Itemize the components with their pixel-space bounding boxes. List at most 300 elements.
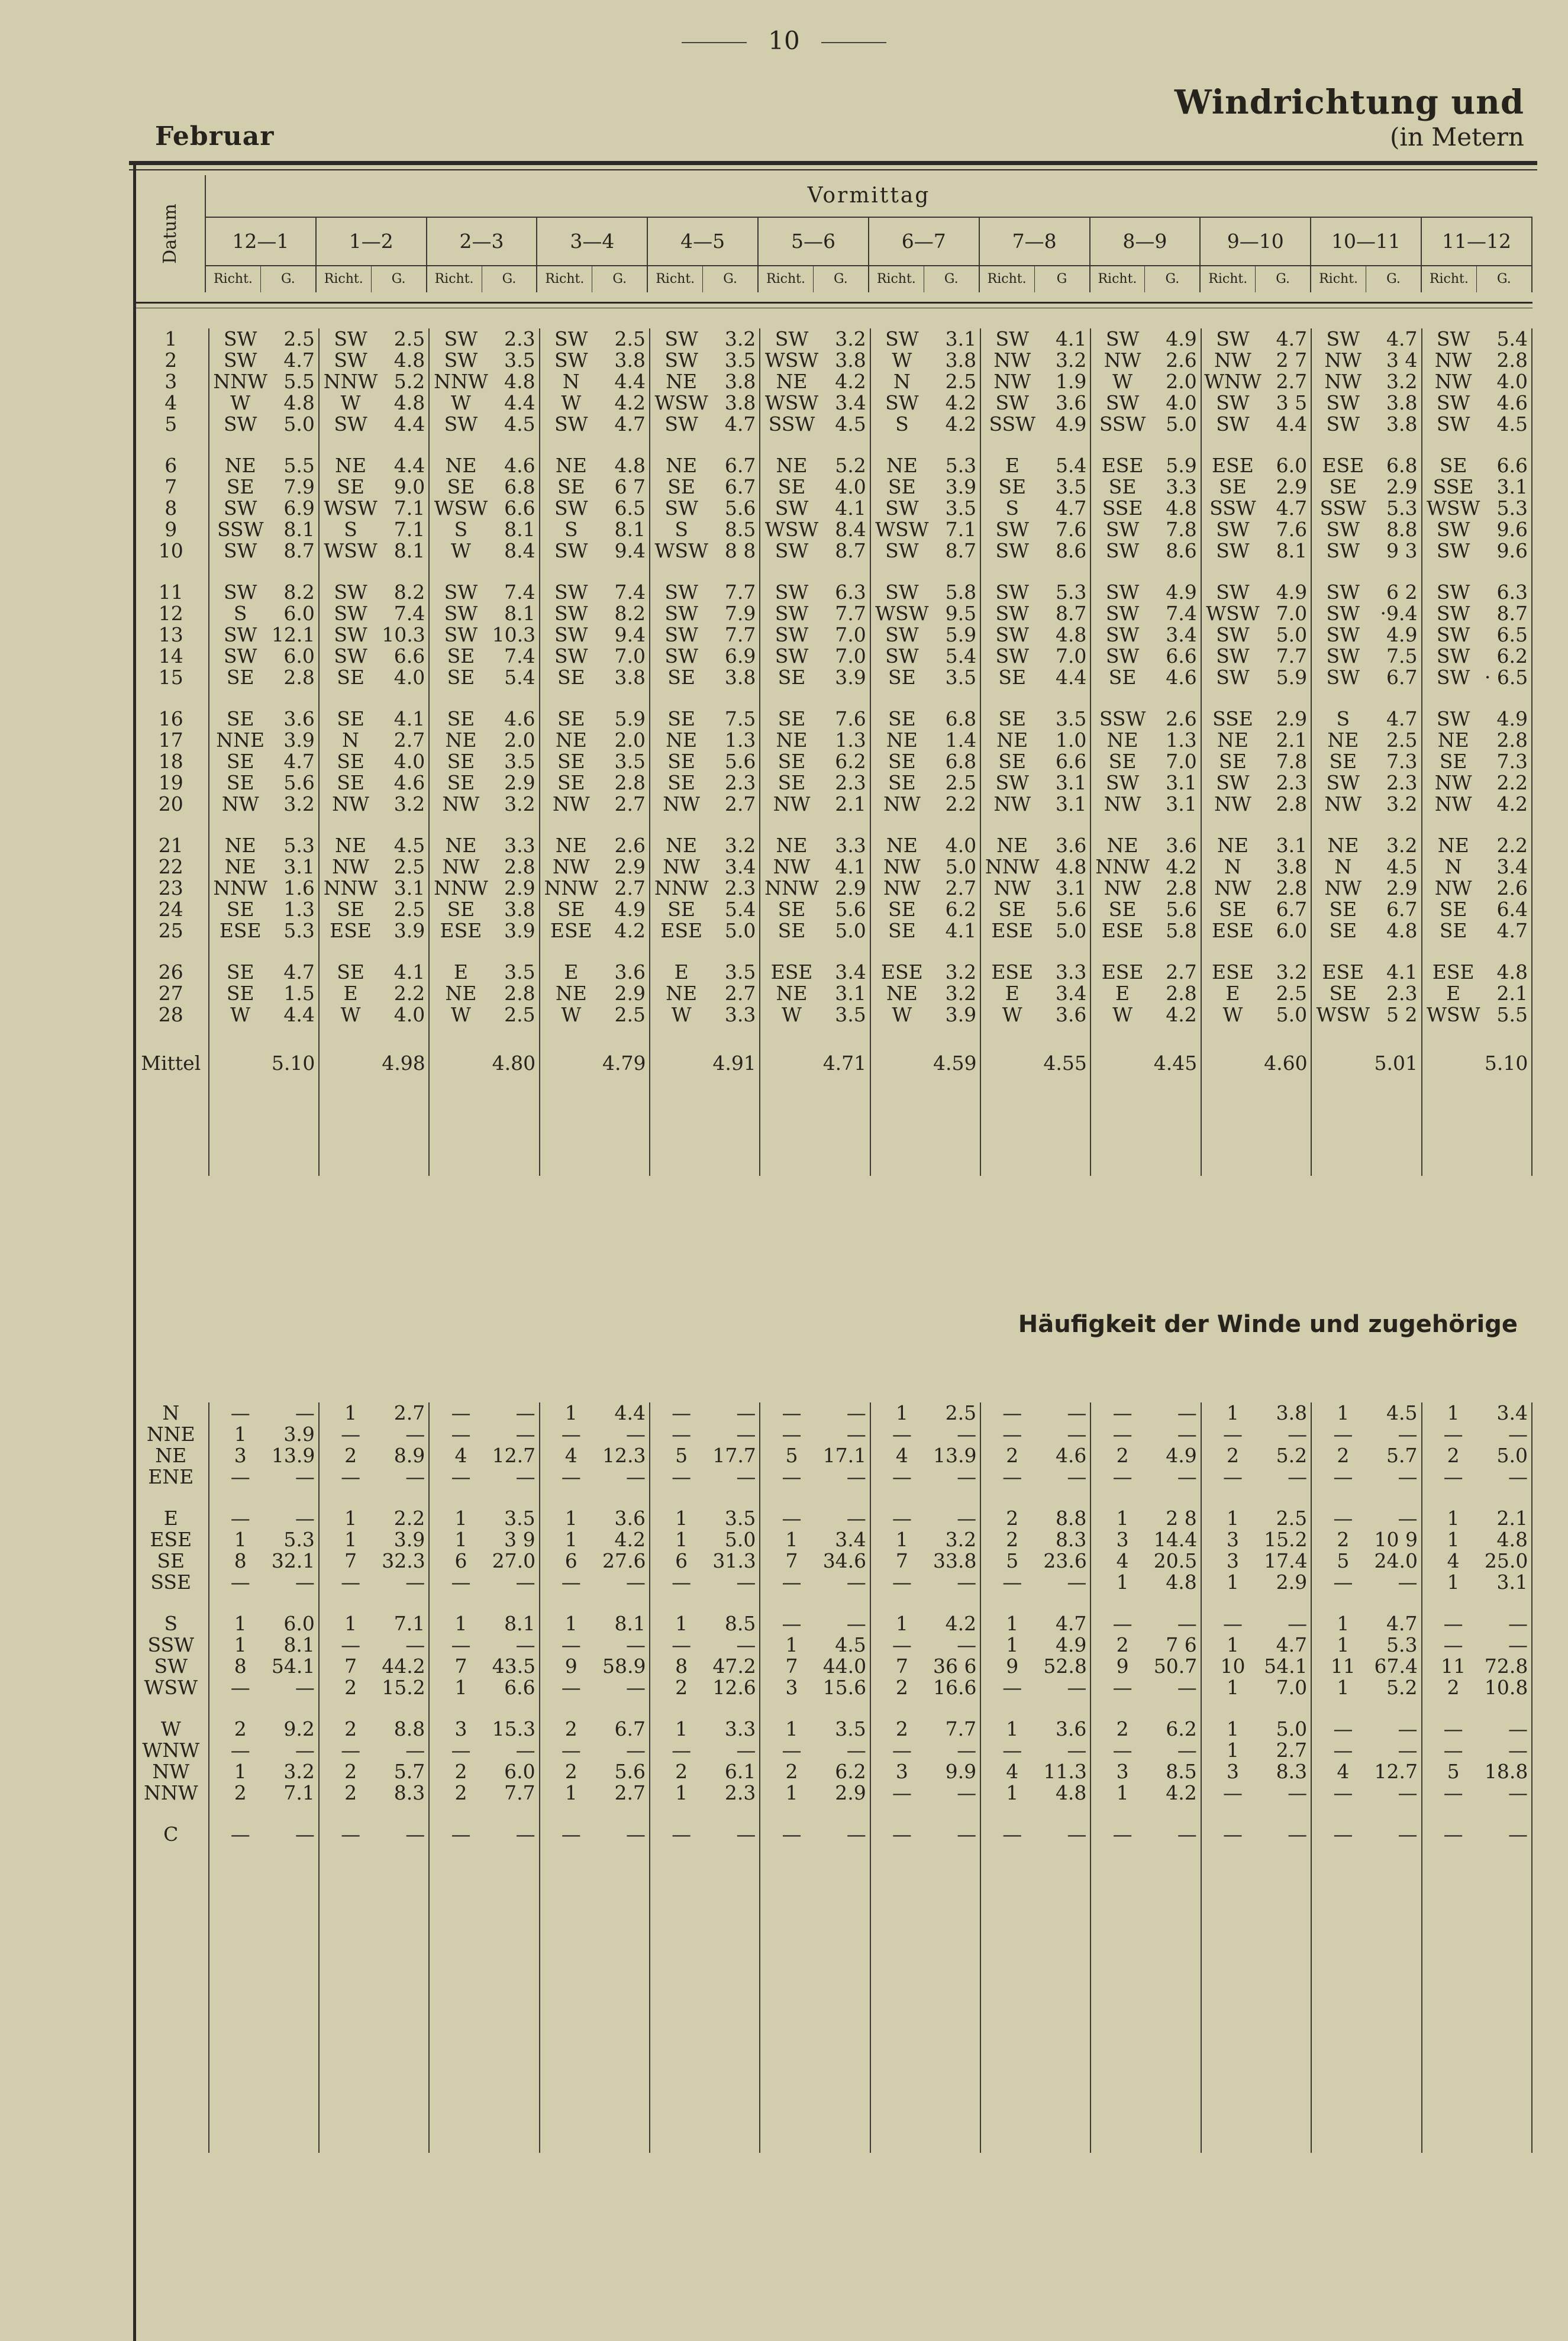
- direction-cell: NE: [335, 835, 367, 856]
- direction-cell: SW: [223, 414, 257, 435]
- sum-cell: —: [1485, 1613, 1532, 1634]
- count-cell: 4: [564, 1445, 577, 1466]
- sum-cell: 32.3: [382, 1550, 429, 1572]
- sum-cell: —: [1374, 1824, 1421, 1845]
- sum-cell: —: [602, 1677, 650, 1698]
- count-cell: 11: [1441, 1656, 1466, 1677]
- direction-cell: SE: [557, 899, 585, 920]
- sum-cell: 2.3: [712, 1782, 760, 1804]
- direction-cell: NNW: [985, 856, 1040, 878]
- count-cell: —: [672, 1424, 692, 1445]
- speed-cell: 5.4: [1043, 455, 1090, 476]
- speed-cell: 7.4: [492, 646, 540, 667]
- direction-cell: SSW: [1319, 498, 1367, 519]
- speed-cell: 8.7: [933, 540, 980, 562]
- speed-cell: 5.2: [382, 371, 429, 392]
- speed-cell: 3.9: [823, 667, 870, 688]
- speed-cell: 5.8: [933, 582, 980, 603]
- table-row: [136, 983, 1532, 1004]
- direction-cell: SE: [1219, 899, 1247, 920]
- sum-cell: 14.4: [1154, 1529, 1201, 1550]
- count-cell: 8: [234, 1656, 247, 1677]
- subheader-row: [136, 266, 1532, 292]
- direction-cell: W: [230, 392, 251, 414]
- count-cell: —: [230, 1824, 250, 1845]
- sum-cell: —: [712, 1466, 760, 1488]
- direction-cell: SW: [1105, 392, 1140, 414]
- sum-cell: 54.1: [1264, 1656, 1311, 1677]
- count-cell: 4: [454, 1445, 467, 1466]
- count-cell: 1: [675, 1782, 688, 1804]
- speed-cell: 8.7: [272, 540, 319, 562]
- count-cell: 1: [675, 1529, 688, 1550]
- direction-cell: NW: [1214, 794, 1251, 815]
- direction-cell: ESE: [1212, 962, 1254, 983]
- count-cell: 1: [564, 1402, 577, 1424]
- direction-cell: NE: [224, 835, 256, 856]
- wind-direction-label: ENE: [136, 1466, 209, 1488]
- speed-cell: 2.8: [272, 667, 319, 688]
- direction-cell: SE: [557, 772, 585, 794]
- direction-cell: SSW: [1099, 414, 1146, 435]
- sum-cell: 33.8: [933, 1550, 980, 1572]
- count-cell: —: [1112, 1824, 1133, 1845]
- g-subheader: G.: [924, 266, 979, 292]
- sum-cell: —: [1043, 1740, 1090, 1761]
- direction-cell: SW: [223, 582, 257, 603]
- direction-cell: SW: [223, 498, 257, 519]
- group-spacer: [136, 1488, 1532, 1508]
- speed-cell: 8.1: [272, 519, 319, 540]
- speed-cell: 7.9: [712, 603, 760, 624]
- sum-cell: 2.9: [823, 1782, 870, 1804]
- day-cell: 5: [136, 414, 209, 435]
- sum-cell: —: [1154, 1466, 1201, 1488]
- count-cell: 2: [344, 1445, 357, 1466]
- speed-cell: 3.2: [1043, 350, 1090, 371]
- wind-direction-label: SE: [136, 1550, 209, 1572]
- sum-cell: 2 8: [1154, 1508, 1201, 1529]
- sum-cell: —: [272, 1572, 319, 1593]
- speed-cell: 5.2: [823, 455, 870, 476]
- speed-cell: 10.3: [492, 624, 540, 646]
- direction-cell: SW: [1326, 624, 1360, 646]
- direction-cell: SE: [1329, 476, 1357, 498]
- richt-subheader: Richt.: [316, 266, 371, 292]
- count-cell: —: [230, 1572, 250, 1593]
- sum-cell: 67.4: [1374, 1656, 1421, 1677]
- speed-cell: 12.1: [272, 624, 319, 646]
- count-cell: 2: [234, 1718, 247, 1740]
- direction-cell: NW: [1324, 371, 1362, 392]
- direction-cell: SW: [1326, 646, 1360, 667]
- count-cell: —: [1443, 1824, 1463, 1845]
- count-cell: 2: [344, 1677, 357, 1698]
- direction-cell: W: [782, 1004, 802, 1026]
- direction-cell: SE: [998, 667, 1027, 688]
- count-cell: —: [230, 1677, 250, 1698]
- sum-cell: —: [823, 1424, 870, 1445]
- richt-subheader: Richt.: [537, 266, 592, 292]
- sum-cell: —: [1043, 1466, 1090, 1488]
- sum-cell: 8.8: [382, 1718, 429, 1740]
- sum-cell: —: [1043, 1572, 1090, 1593]
- count-cell: —: [892, 1572, 912, 1593]
- count-cell: —: [672, 1740, 692, 1761]
- sum-cell: —: [1374, 1466, 1421, 1488]
- speed-cell: 2.9: [1264, 708, 1311, 730]
- sum-cell: 15.6: [823, 1677, 870, 1698]
- speed-cell: 7.6: [1043, 519, 1090, 540]
- count-cell: 2: [454, 1782, 467, 1804]
- direction-cell: NE: [1327, 730, 1359, 751]
- direction-cell: ESE: [330, 920, 372, 941]
- sum-cell: 2.5: [1264, 1508, 1311, 1529]
- frequency-row: [136, 1402, 1532, 1424]
- table-row: [136, 856, 1532, 878]
- direction-cell: SE: [337, 476, 364, 498]
- count-cell: —: [1333, 1572, 1353, 1593]
- speed-cell: 2.0: [602, 730, 650, 751]
- direction-cell: SW: [554, 624, 588, 646]
- count-cell: 1: [1226, 1677, 1239, 1698]
- sum-cell: —: [1374, 1740, 1421, 1761]
- speed-cell: 7.6: [1264, 519, 1311, 540]
- speed-cell: 4.5: [823, 414, 870, 435]
- sum-cell: —: [1264, 1466, 1311, 1488]
- speed-cell: 6.0: [272, 603, 319, 624]
- count-cell: —: [892, 1508, 912, 1529]
- count-cell: 1: [1116, 1508, 1129, 1529]
- speed-cell: 4.2: [933, 414, 980, 435]
- direction-cell: SE: [337, 751, 364, 772]
- speed-cell: 9.5: [933, 603, 980, 624]
- group-spacer: [136, 1593, 1532, 1613]
- count-cell: 4: [1116, 1550, 1129, 1572]
- sum-cell: —: [1485, 1424, 1532, 1445]
- speed-cell: 7.8: [1154, 519, 1201, 540]
- sum-cell: —: [823, 1613, 870, 1634]
- speed-cell: 7.0: [1043, 646, 1090, 667]
- direction-cell: SW: [775, 540, 809, 562]
- day-cell: 6: [136, 455, 209, 476]
- speed-cell: 1.6: [272, 878, 319, 899]
- direction-cell: NW: [883, 878, 921, 899]
- speed-cell: 2.3: [1374, 772, 1421, 794]
- speed-cell: 2.6: [1154, 708, 1201, 730]
- direction-cell: NW: [1324, 794, 1362, 815]
- sum-cell: 8.8: [1043, 1508, 1090, 1529]
- direction-cell: SW: [223, 540, 257, 562]
- sum-cell: —: [602, 1466, 650, 1488]
- sum-cell: —: [823, 1466, 870, 1488]
- count-cell: 2: [1006, 1529, 1019, 1550]
- count-cell: 7: [785, 1656, 798, 1677]
- sum-cell: 3.8: [1264, 1402, 1311, 1424]
- direction-cell: S: [564, 519, 578, 540]
- direction-cell: SW: [1105, 582, 1140, 603]
- count-cell: —: [451, 1824, 471, 1845]
- sum-cell: —: [602, 1740, 650, 1761]
- count-cell: —: [892, 1824, 912, 1845]
- mean-value: 4.80: [492, 1046, 540, 1081]
- count-cell: —: [451, 1634, 471, 1656]
- speed-cell: 2.5: [382, 328, 429, 350]
- sum-cell: 4.7: [1264, 1634, 1311, 1656]
- count-cell: 2: [454, 1761, 467, 1782]
- direction-cell: SW: [444, 414, 478, 435]
- direction-cell: NW: [1324, 878, 1362, 899]
- sum-cell: 11.3: [1043, 1761, 1090, 1782]
- direction-cell: NE: [666, 983, 698, 1004]
- direction-cell: WSW: [875, 603, 929, 624]
- speed-cell: 3.8: [1264, 856, 1311, 878]
- speed-cell: 4.1: [382, 708, 429, 730]
- direction-cell: WSW: [875, 519, 929, 540]
- speed-cell: 4.9: [1043, 414, 1090, 435]
- speed-cell: 2.7: [933, 878, 980, 899]
- table-row: [136, 392, 1532, 414]
- direction-cell: WSW: [764, 392, 819, 414]
- speed-cell: 7.3: [1374, 751, 1421, 772]
- direction-cell: SE: [888, 667, 916, 688]
- table-row: [136, 519, 1532, 540]
- count-cell: —: [1222, 1466, 1243, 1488]
- direction-cell: WSW: [324, 498, 378, 519]
- sum-cell: 8.3: [1043, 1529, 1090, 1550]
- direction-cell: SW: [1436, 540, 1470, 562]
- direction-cell: SW: [1326, 772, 1360, 794]
- table-row: [136, 1004, 1532, 1026]
- count-cell: 1: [564, 1613, 577, 1634]
- direction-cell: SE: [1439, 920, 1467, 941]
- sum-cell: 8.5: [1154, 1761, 1201, 1782]
- count-cell: —: [1443, 1782, 1463, 1804]
- sum-cell: —: [492, 1740, 540, 1761]
- direction-cell: SW: [1216, 540, 1250, 562]
- direction-cell: SW: [885, 498, 919, 519]
- sum-cell: 2.7: [382, 1402, 429, 1424]
- sum-cell: 2.5: [933, 1402, 980, 1424]
- count-cell: —: [1112, 1740, 1133, 1761]
- direction-cell: SW: [1216, 519, 1250, 540]
- count-cell: —: [782, 1424, 802, 1445]
- direction-cell: NNW: [213, 371, 268, 392]
- count-cell: 3: [1116, 1529, 1129, 1550]
- mean-value: 4.45: [1154, 1046, 1201, 1081]
- count-cell: 1: [1226, 1572, 1239, 1593]
- sum-cell: 47.2: [712, 1656, 760, 1677]
- direction-cell: WSW: [1316, 1004, 1370, 1026]
- count-cell: 2: [344, 1761, 357, 1782]
- direction-cell: SW: [223, 646, 257, 667]
- direction-cell: SE: [447, 476, 475, 498]
- direction-cell: NE: [1106, 835, 1138, 856]
- direction-cell: SE: [777, 708, 806, 730]
- speed-cell: 6.7: [1374, 667, 1421, 688]
- frequency-row: [136, 1677, 1532, 1698]
- direction-cell: N: [1224, 856, 1241, 878]
- speed-cell: 3.3: [712, 1004, 760, 1026]
- speed-cell: 2.2: [933, 794, 980, 815]
- count-cell: 1: [454, 1677, 467, 1698]
- group-spacer: [136, 688, 1532, 708]
- speed-cell: 5.0: [933, 856, 980, 878]
- count-cell: —: [1222, 1782, 1243, 1804]
- speed-cell: 9 3: [1374, 540, 1421, 562]
- speed-cell: 3.2: [823, 328, 870, 350]
- count-cell: 9: [564, 1656, 577, 1677]
- speed-cell: 5.0: [712, 920, 760, 941]
- direction-cell: SE: [1108, 476, 1137, 498]
- richt-subheader: Richt.: [1090, 266, 1145, 292]
- speed-cell: 6.7: [712, 476, 760, 498]
- direction-cell: SW: [775, 328, 809, 350]
- direction-cell: SW: [1326, 519, 1360, 540]
- direction-cell: SE: [1329, 920, 1357, 941]
- wind-direction-label: C: [136, 1824, 209, 1845]
- direction-cell: SE: [557, 667, 585, 688]
- count-cell: 3: [1226, 1761, 1239, 1782]
- speed-cell: 5.5: [272, 371, 319, 392]
- speed-cell: 3.5: [492, 350, 540, 371]
- speed-cell: 4.7: [712, 414, 760, 435]
- count-cell: —: [341, 1824, 361, 1845]
- direction-cell: NE: [1327, 835, 1359, 856]
- direction-cell: SW: [664, 350, 698, 371]
- speed-cell: 6.0: [272, 646, 319, 667]
- count-cell: 1: [1226, 1402, 1239, 1424]
- group-spacer: [136, 562, 1532, 582]
- count-cell: 1: [344, 1508, 357, 1529]
- speed-cell: 3.1: [1154, 794, 1201, 815]
- speed-cell: 5.5: [272, 455, 319, 476]
- direction-cell: SW: [334, 624, 367, 646]
- direction-cell: SW: [995, 392, 1029, 414]
- direction-cell: SW: [1326, 540, 1360, 562]
- mean-value: 4.91: [712, 1046, 760, 1081]
- speed-cell: 6.2: [933, 899, 980, 920]
- speed-cell: 5.0: [823, 920, 870, 941]
- sum-cell: —: [382, 1466, 429, 1488]
- sum-cell: —: [492, 1424, 540, 1445]
- speed-cell: 3.5: [823, 1004, 870, 1026]
- day-cell: 25: [136, 920, 209, 941]
- sum-cell: 6.1: [712, 1761, 760, 1782]
- speed-cell: 4.8: [1043, 856, 1090, 878]
- direction-cell: SE: [226, 983, 254, 1004]
- day-cell: 17: [136, 730, 209, 751]
- speed-cell: 3.4: [823, 962, 870, 983]
- speed-cell: 8.7: [823, 540, 870, 562]
- speed-cell: 2.6: [1154, 350, 1201, 371]
- sum-cell: —: [933, 1824, 980, 1845]
- speed-cell: 3.4: [1043, 983, 1090, 1004]
- count-cell: 7: [344, 1656, 357, 1677]
- count-cell: 2: [1116, 1634, 1129, 1656]
- g-subheader: G.: [813, 266, 868, 292]
- sum-cell: 4.5: [1374, 1402, 1421, 1424]
- speed-cell: 7.0: [1264, 603, 1311, 624]
- speed-cell: 3.9: [382, 920, 429, 941]
- speed-cell: 2.3: [823, 772, 870, 794]
- sum-cell: 9.2: [272, 1718, 319, 1740]
- sum-cell: —: [712, 1824, 760, 1845]
- direction-cell: NW: [993, 794, 1031, 815]
- count-cell: 2: [895, 1718, 908, 1740]
- frequency-row: [136, 1634, 1532, 1656]
- sum-cell: 6.7: [602, 1718, 650, 1740]
- count-cell: —: [561, 1824, 581, 1845]
- direction-cell: SW: [1436, 667, 1470, 688]
- direction-cell: NNE: [216, 730, 265, 751]
- count-cell: —: [672, 1466, 692, 1488]
- direction-cell: SE: [667, 476, 695, 498]
- count-cell: —: [561, 1572, 581, 1593]
- speed-cell: 7.0: [602, 646, 650, 667]
- table-row: [136, 878, 1532, 899]
- table-row: [136, 962, 1532, 983]
- count-cell: 2: [1226, 1445, 1239, 1466]
- count-cell: 5: [675, 1445, 688, 1466]
- sum-cell: 32.1: [272, 1550, 319, 1572]
- speed-cell: 4.7: [272, 350, 319, 371]
- day-cell: 24: [136, 899, 209, 920]
- count-cell: 4: [1337, 1761, 1350, 1782]
- count-cell: 1: [234, 1424, 247, 1445]
- speed-cell: 7.9: [272, 476, 319, 498]
- sum-cell: 6.2: [823, 1761, 870, 1782]
- count-cell: —: [1443, 1718, 1463, 1740]
- speed-cell: 1.4: [933, 730, 980, 751]
- count-cell: 2: [895, 1677, 908, 1698]
- count-cell: 1: [895, 1402, 908, 1424]
- count-cell: 7: [895, 1656, 908, 1677]
- speed-cell: 2 7: [1264, 350, 1311, 371]
- count-cell: 2: [1116, 1718, 1129, 1740]
- count-cell: —: [1002, 1466, 1022, 1488]
- day-cell: 3: [136, 371, 209, 392]
- speed-cell: 6.6: [1154, 646, 1201, 667]
- speed-cell: 3.8: [492, 899, 540, 920]
- speed-cell: 6.7: [712, 455, 760, 476]
- speed-cell: 4.8: [272, 392, 319, 414]
- sum-cell: —: [272, 1466, 319, 1488]
- table-row: [136, 708, 1532, 730]
- speed-cell: 3.3: [823, 835, 870, 856]
- table-row: [136, 794, 1532, 815]
- direction-cell: NE: [445, 730, 477, 751]
- sum-cell: 13.9: [933, 1445, 980, 1466]
- sum-cell: 6.2: [1154, 1718, 1201, 1740]
- speed-cell: 7.5: [1374, 646, 1421, 667]
- sum-cell: 3.2: [933, 1529, 980, 1550]
- direction-cell: NW: [1324, 350, 1362, 371]
- speed-cell: 4.6: [492, 708, 540, 730]
- direction-cell: E: [1115, 983, 1130, 1004]
- speed-cell: 2.9: [492, 772, 540, 794]
- day-cell: 2: [136, 350, 209, 371]
- sum-cell: —: [823, 1508, 870, 1529]
- sum-cell: —: [1264, 1613, 1311, 1634]
- direction-cell: N: [342, 730, 360, 751]
- direction-cell: W: [892, 350, 912, 371]
- sum-cell: —: [712, 1424, 760, 1445]
- direction-cell: NNW: [434, 878, 488, 899]
- richt-subheader: Richt.: [647, 266, 702, 292]
- count-cell: —: [1443, 1634, 1463, 1656]
- direction-cell: SW: [664, 582, 698, 603]
